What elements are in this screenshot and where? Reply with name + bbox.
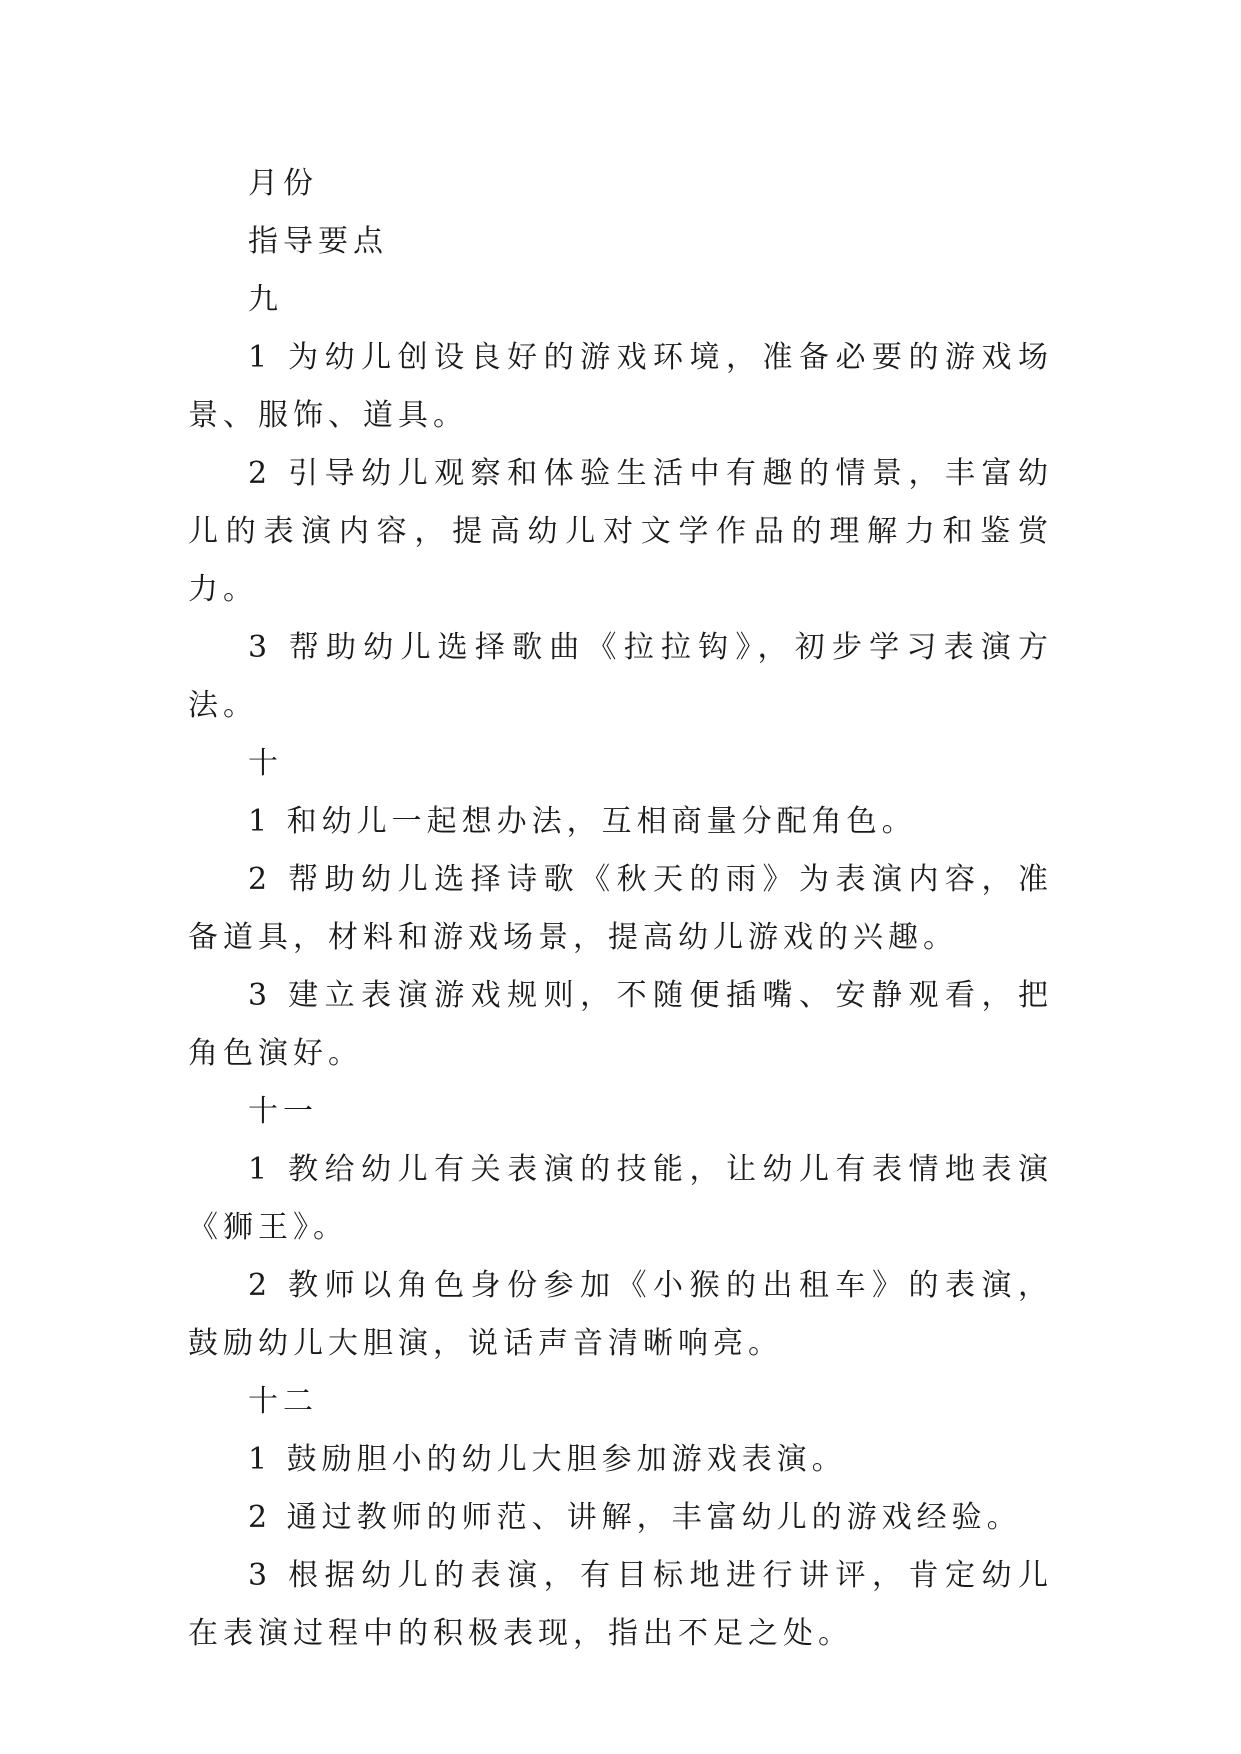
paragraph: 2 引导幼儿观察和体验生活中有趣的情景，丰富幼儿的表演内容，提高幼儿对文学作品的理解力和鉴赏力。 — [188, 456, 1053, 607]
paragraph: 2 教师以角色身份参加《小猴的出租车》的表演，鼓励幼儿大胆演，说话声音清晰响亮。 — [188, 1268, 1053, 1361]
paragraph: 3 建立表演游戏规则，不随便插嘴、安静观看，把角色演好。 — [188, 978, 1053, 1071]
paragraph: 3 帮助幼儿选择歌曲《拉拉钩》，初步学习表演方法。 — [188, 630, 1053, 723]
paragraph: 2 帮助幼儿选择诗歌《秋天的雨》为表演内容，准备道具，材料和游戏场景，提高幼儿游戏的兴趣。 — [188, 862, 1053, 955]
paragraph: 1 教给幼儿有关表演的技能，让幼儿有表情地表演《狮王》。 — [188, 1152, 1053, 1245]
paragraph: 月份 — [248, 166, 318, 201]
paragraph: 九 — [248, 282, 283, 317]
paragraph: 1 和幼儿一起想办法，互相商量分配角色。 — [248, 804, 917, 839]
paragraph: 十 — [248, 746, 283, 781]
paragraph: 指导要点 — [248, 224, 388, 259]
paragraph: 3 根据幼儿的表演，有目标地进行讲评，肯定幼儿在表演过程中的积极表现，指出不足之处。 — [188, 1558, 1053, 1651]
document-body — [188, 155, 1053, 1663]
paragraph: 1 为幼儿创设良好的游戏环境，准备必要的游戏场景、服饰、道具。 — [188, 340, 1053, 433]
paragraph: 十二 — [248, 1384, 318, 1419]
paragraph: 十一 — [248, 1094, 318, 1129]
paragraph: 2 通过教师的师范、讲解，丰富幼儿的游戏经验。 — [248, 1500, 1022, 1535]
paragraph: 1 鼓励胆小的幼儿大胆参加游戏表演。 — [248, 1442, 847, 1477]
